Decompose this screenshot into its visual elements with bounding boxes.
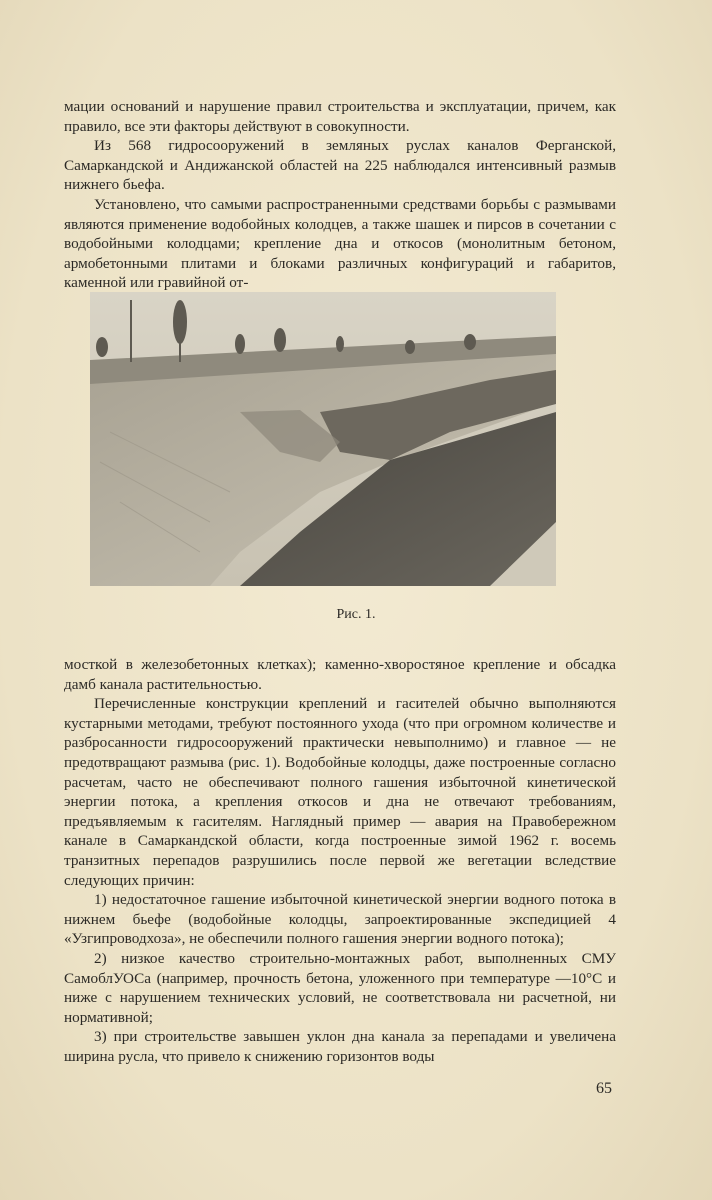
paragraph: мосткой в железобетонных клетках); каменно-хворостяное крепление и обсадка дамб канала растительностью.: [64, 656, 616, 693]
text-block-top: [64, 97, 616, 293]
list-item: 1) недостаточное гашение избыточной кинетической энергии водного потока в нижнем бьефе (водобойные колодцы, запроектированные экспедицией 4 «Узгипроводхоза», не обеспечили полного гашения энергии водного потока);: [64, 891, 616, 948]
text-block-bottom: [64, 655, 616, 1066]
paragraph: Из 568 гидросооружений в земляных руслах каналов Ферганской, Самаркандской и Андижанской областей на 225 наблюдался интенсивный размыв нижнего бьефа.: [64, 137, 616, 194]
list-item: 3) при строительстве завышен уклон дна канала за перепадами и увеличена ширина русла, что привело к снижению горизонтов воды: [64, 1028, 616, 1065]
figure-photo: [90, 292, 556, 586]
page-number: 65: [596, 1080, 612, 1097]
paragraph: Установлено, что самыми распространенными средствами борьбы с размывами являются применение водобойных колодцев, а также шашек и пирсов в сочетании с водобойными колодцами; крепление дна и откосов (монолитным бетоном, армобетонными плитами и блоками различных конфигураций и габаритов, каменной или гравийной от-: [64, 195, 616, 292]
paragraph: мации оснований и нарушение правил строительства и эксплуатации, причем, как правило, все эти факторы действуют в совокупности.: [64, 98, 616, 135]
figure-caption: Рис. 1.: [336, 607, 376, 622]
list-item: 2) низкое качество строительно-монтажных работ, выполненных СМУ СамоблУОСа (например, прочность бетона, уложенного при температуре —10°С и ниже с нарушением технических условий, не соответствовала ни расчетной, ни нормативной;: [64, 949, 616, 1026]
paragraph: Перечисленные конструкции креплений и гасителей обычно выполняются кустарными методами, требуют постоянного ухода (что при огромном количестве и разбросанности гидросооружений практически невыполнимо) и главное — не предотвращают размыва (рис. 1). Водобойные колодцы, даже построенные согласно расчетам, часто не обеспечивают полного гашения избыточной кинетической энергии потока, а крепления откосов и дна не отвечают требованиям, предъявляемым к гасителям. Наглядный пример — авария на Правобережном канале в Самаркандской области, когда построенные зимой 1962 г. восемь транзитных перепадов разрушились после первой же вегетации вследствие следующих причин:: [64, 695, 616, 889]
